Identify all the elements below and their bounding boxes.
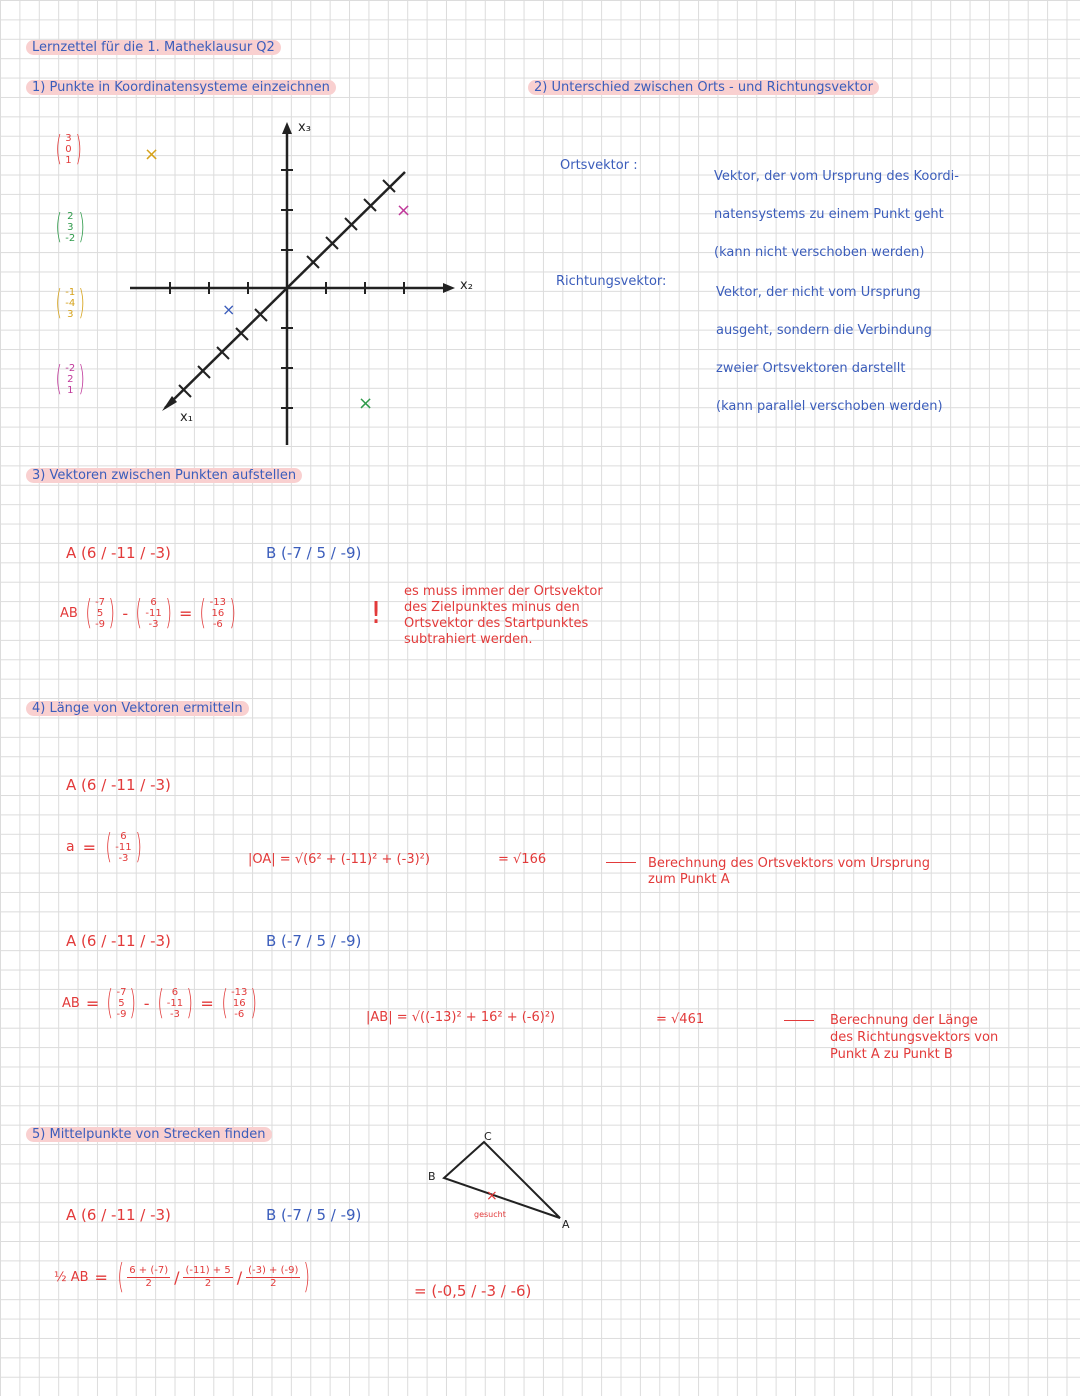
vector-1: ( 3 0 1 ) — [55, 129, 82, 169]
axis-x3-label: x₃ — [298, 120, 311, 135]
ab-calculation-2: AB = ( -7 5 -9 ) - ( 6 -11 -3 ) = ( -13 16 -6 ) — [62, 983, 258, 1023]
ortsvektor-definition: Vektor, der vom Ursprung des Koordi- natensystems zu einem Punkt geht (kann nicht verschoben werden) — [714, 169, 959, 260]
oa-formula: |OA| = √(6² + (-11)² + (-3)²) — [248, 852, 430, 867]
subtraction-note: es muss immer der Ortsvektor des Zielpunktes minus den Ortsvektor des Startpunktes subtrahiert werden. — [404, 584, 603, 647]
richtungsvektor-label: Richtungsvektor: — [556, 274, 667, 289]
section3-heading: 3) Vektoren zwischen Punkten aufstellen — [26, 468, 302, 483]
oa-note: Berechnung des Ortsvektors vom Ursprung zum Punkt A — [648, 856, 930, 887]
point-a-3: A (6 / -11 / -3) — [66, 932, 171, 950]
section5-heading: 5) Mittelpunkte von Strecken finden — [26, 1127, 272, 1142]
ab-calculation: AB ( -7 5 -9 ) - ( 6 -11 -3 ) = ( -13 16 -6 ) — [60, 593, 236, 633]
arrow-icon — [606, 862, 636, 863]
vector-a: a = ( 6 -11 -3 ) — [66, 827, 142, 867]
richtungsvektor-definition: Vektor, der nicht vom Ursprung ausgeht, sondern die Verbindung zweier Ortsvektoren darstellt (kann parallel verschoben werden) — [716, 285, 943, 414]
vector-3: ( -1 -4 3 ) — [55, 283, 86, 323]
ab-note: Berechnung der Länge des Richtungsvektors von Punkt A zu Punkt B — [830, 1013, 999, 1062]
vector-4: ( -2 2 1 ) — [55, 359, 86, 399]
warning-mark: ! — [370, 596, 383, 631]
point-a-2: A (6 / -11 / -3) — [66, 776, 171, 794]
triangle-c-label: C — [484, 1130, 492, 1143]
point-a-4: A (6 / -11 / -3) — [66, 1206, 171, 1224]
point-b: B (-7 / 5 / -9) — [266, 544, 362, 562]
ortsvektor-label: Ortsvektor : — [560, 158, 638, 173]
point-b-3: B (-7 / 5 / -9) — [266, 1206, 362, 1224]
vector-2: ( 2 3 -2 ) — [55, 207, 86, 247]
triangle-b-label: B — [428, 1170, 436, 1183]
triangle-a-label: A — [562, 1218, 570, 1231]
point-marker-yellow: × — [144, 144, 160, 165]
oa-result: = √166 — [498, 852, 547, 867]
midpoint-marker: × — [486, 1188, 498, 1204]
arrow-icon — [784, 1020, 814, 1021]
page-title: Lernzettel für die 1. Matheklausur Q2 — [26, 40, 281, 55]
coordinate-system — [120, 110, 490, 450]
section4-heading: 4) Länge von Vektoren ermitteln — [26, 701, 249, 716]
point-marker-blue: × — [222, 300, 236, 319]
section2-heading: 2) Unterschied zwischen Orts - und Richtungsvektor — [528, 80, 879, 95]
axis-x2-label: x₂ — [460, 278, 473, 293]
point-marker-pink: × — [396, 200, 412, 221]
ab-result: = √461 — [656, 1012, 705, 1027]
midpoint-label: gesucht — [474, 1210, 506, 1219]
axis-x1-label: x₁ — [180, 410, 193, 425]
point-b-2: B (-7 / 5 / -9) — [266, 932, 362, 950]
section1-heading: 1) Punkte in Koordinatensysteme einzeichnen — [26, 80, 336, 95]
ab-formula: |AB| = √((-13)² + 16² + (-6)²) — [366, 1010, 556, 1025]
point-marker-green: × — [358, 393, 374, 414]
point-a: A (6 / -11 / -3) — [66, 544, 171, 562]
midpoint-calculation: ½ AB = ( $\frac{6 + (-7)}{2}$ / $\frac{(-11) + 5}{2}$ / $\frac{(-3) + (-9)}{2}$ ) — [54, 1257, 311, 1297]
midpoint-result: = (-0,5 / -3 / -6) — [414, 1282, 532, 1300]
